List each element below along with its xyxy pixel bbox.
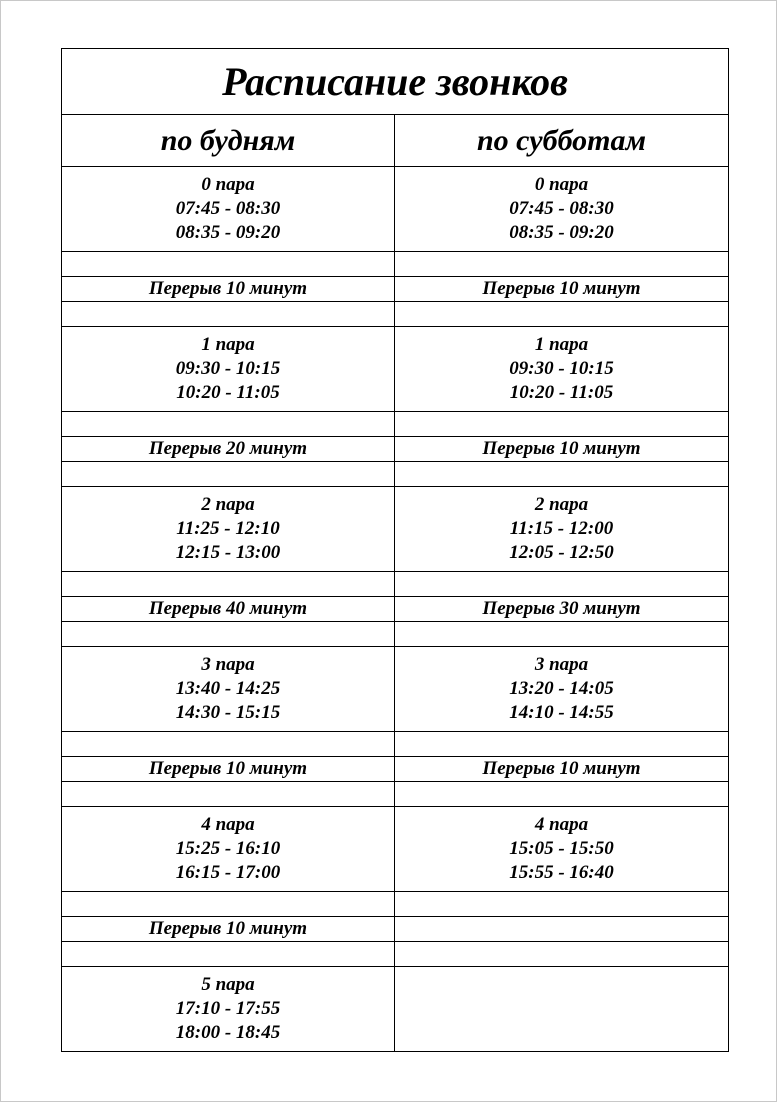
pair-row <box>62 487 729 572</box>
pair-name: 0 пара <box>201 174 255 195</box>
lesson-time-1: 11:25 - 12:10 <box>176 518 280 539</box>
lesson-time-2: 18:00 - 18:45 <box>175 1022 281 1043</box>
break-row <box>62 437 729 462</box>
lesson-time-1: 07:45 - 08:30 <box>175 198 281 219</box>
lesson-time-1: 11:15 - 12:00 <box>509 518 614 539</box>
pair-row <box>62 327 729 412</box>
pair-name: 3 пара <box>534 654 589 675</box>
weekday-pair-4 <box>62 807 395 892</box>
weekday-break-0: Перерыв 10 минут <box>62 277 395 302</box>
lesson-time-1: 09:30 - 10:15 <box>509 358 614 379</box>
saturday-pair-2 <box>395 487 729 572</box>
spacer-row <box>62 942 729 967</box>
weekday-break-4: Перерыв 10 минут <box>62 917 395 942</box>
lesson-time-2: 16:15 - 17:00 <box>175 862 281 883</box>
pair-row <box>62 647 729 732</box>
lesson-time-2: 08:35 - 09:20 <box>175 222 281 243</box>
pair-name: 4 пара <box>534 814 589 835</box>
saturday-break-0: Перерыв 10 минут <box>395 277 729 302</box>
weekday-pair-5 <box>62 967 395 1052</box>
weekdays-header: по будням <box>62 115 395 167</box>
saturday-pair-4 <box>395 807 729 892</box>
saturday-break-2: Перерыв 30 минут <box>395 597 729 622</box>
lesson-time-2: 10:20 - 11:05 <box>176 382 280 403</box>
saturday-header: по субботам <box>395 115 729 167</box>
header-row <box>62 115 729 167</box>
spacer-row <box>62 622 729 647</box>
pair-name: 2 пара <box>534 494 589 515</box>
lesson-time-1: 07:45 - 08:30 <box>509 198 614 219</box>
pair-name: 4 пара <box>201 814 255 835</box>
weekday-break-3: Перерыв 10 минут <box>62 757 395 782</box>
title-row <box>62 49 729 115</box>
pair-name: 5 пара <box>201 974 255 995</box>
pair-name: 1 пара <box>534 334 589 355</box>
lesson-time-2: 15:55 - 16:40 <box>509 862 614 883</box>
spacer-row <box>62 252 729 277</box>
spacer-row <box>62 892 729 917</box>
lesson-time-1: 15:05 - 15:50 <box>509 838 614 859</box>
weekday-break-1: Перерыв 20 минут <box>62 437 395 462</box>
break-row <box>62 597 729 622</box>
lesson-time-1: 13:40 - 14:25 <box>175 678 281 699</box>
break-row <box>62 757 729 782</box>
lesson-time-1: 09:30 - 10:15 <box>175 358 281 379</box>
lesson-time-2: 12:05 - 12:50 <box>509 542 614 563</box>
bell-schedule-table <box>61 48 729 1052</box>
lesson-time-2: 12:15 - 13:00 <box>175 542 281 563</box>
spacer-row <box>62 782 729 807</box>
pair-row <box>62 967 729 1052</box>
spacer-row <box>62 462 729 487</box>
lesson-time-1: 17:10 - 17:55 <box>175 998 281 1019</box>
pair-name: 2 пара <box>201 494 255 515</box>
lesson-time-1: 15:25 - 16:10 <box>175 838 281 859</box>
weekday-break-2: Перерыв 40 минут <box>62 597 395 622</box>
saturday-break-1: Перерыв 10 минут <box>395 437 729 462</box>
break-row <box>62 917 729 942</box>
pair-name: 1 пара <box>201 334 255 355</box>
lesson-time-1: 13:20 - 14:05 <box>509 678 614 699</box>
saturday-pair-empty <box>395 967 729 1052</box>
pair-row <box>62 167 729 252</box>
spacer-row <box>62 412 729 437</box>
weekday-pair-0 <box>62 167 395 252</box>
saturday-pair-0 <box>395 167 729 252</box>
saturday-break-3: Перерыв 10 минут <box>395 757 729 782</box>
weekday-pair-1 <box>62 327 395 412</box>
spacer-row <box>62 302 729 327</box>
lesson-time-2: 08:35 - 09:20 <box>509 222 614 243</box>
spacer-row <box>62 732 729 757</box>
pair-name: 3 пара <box>201 654 255 675</box>
saturday-break-empty <box>395 917 729 942</box>
weekday-pair-2 <box>62 487 395 572</box>
saturday-pair-1 <box>395 327 729 412</box>
lesson-time-2: 14:10 - 14:55 <box>509 702 614 723</box>
lesson-time-2: 14:30 - 15:15 <box>175 702 281 723</box>
pair-name: 0 пара <box>534 174 589 195</box>
spacer-row <box>62 572 729 597</box>
saturday-pair-3 <box>395 647 729 732</box>
break-row <box>62 277 729 302</box>
weekday-pair-3 <box>62 647 395 732</box>
pair-row <box>62 807 729 892</box>
schedule-title: Расписание звонков <box>62 49 729 115</box>
lesson-time-2: 10:20 - 11:05 <box>509 382 614 403</box>
